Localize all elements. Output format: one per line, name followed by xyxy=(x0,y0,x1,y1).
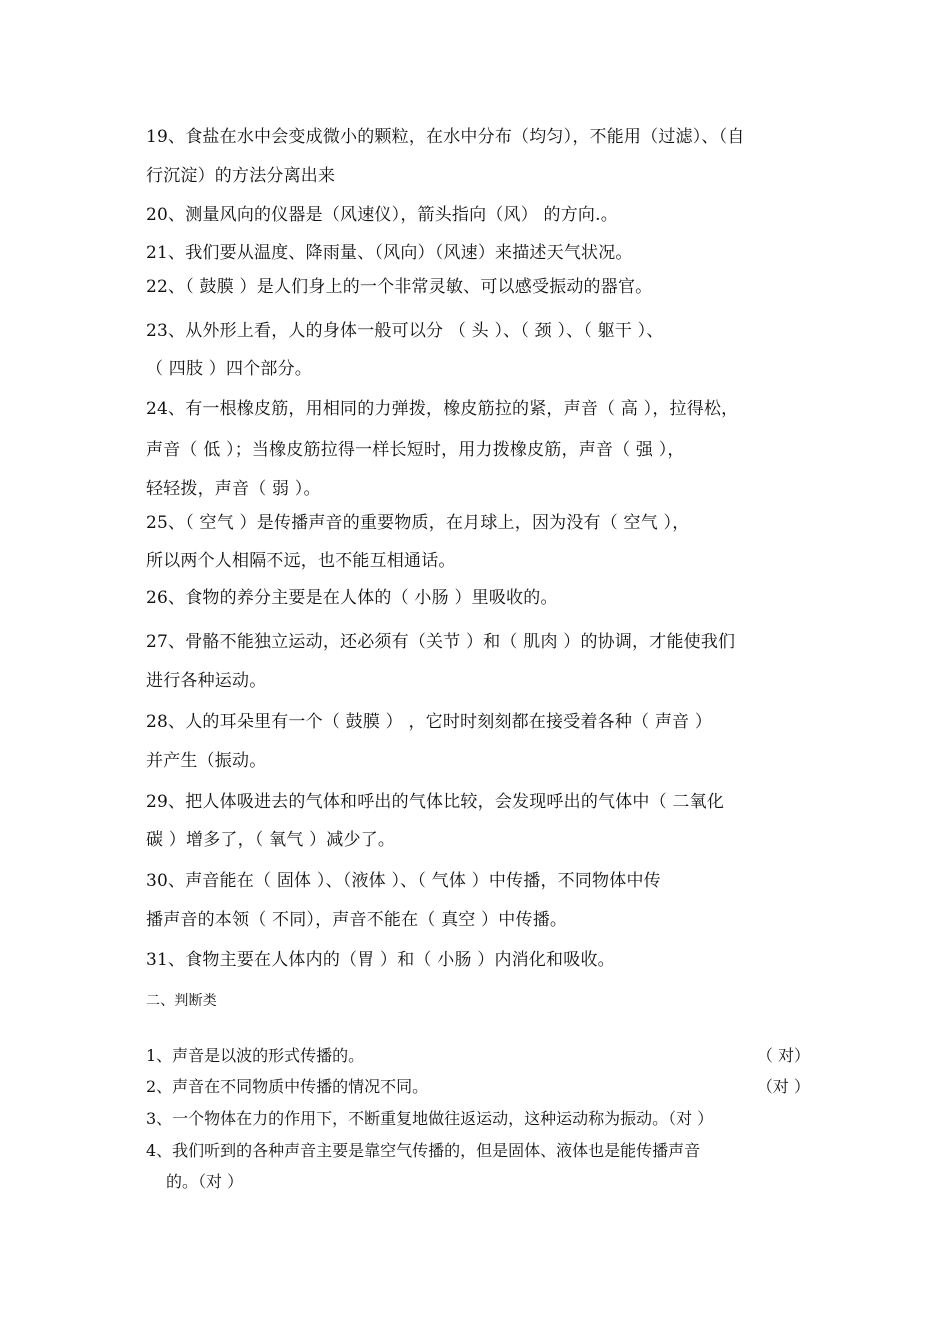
item-30-line-1: 30、声音能在（ 固体 ）、（液体 ）、（ 气体 ）中传播，不同物体中传 xyxy=(146,871,661,891)
item-29-line-1: 29、把人体吸进去的气体和呼出的气体比较，会发现呼出的气体中（ 二氧化 xyxy=(146,792,725,812)
item-23-line-2: （ 四肢 ）四个部分。 xyxy=(146,359,313,379)
item-24-line-2: 声音（ 低 ）；当橡皮筋拉得一样长短时，用力拨橡皮筋，声音（ 强 ）， xyxy=(146,440,685,460)
item-28-line-1: 28、人的耳朵里有一个（ 鼓膜 ） ，它时时刻刻都在接受着各种（ 声音 ） xyxy=(146,712,713,732)
item-30-line-2: 播声音的本领（ 不同），声音不能在（ 真空 ）中传播。 xyxy=(146,910,568,930)
judge-answer: （对 ） xyxy=(756,1077,810,1096)
judge-answer: （ 对） xyxy=(756,1046,810,1065)
judge-question: 4、我们听到的各种声音主要是靠空气传播的，但是固体、液体也是能传播声音 xyxy=(146,1141,701,1160)
item-19-line-2: 行沉淀）的方法分离出来 xyxy=(146,166,336,186)
item-27-line-1: 27、骨骼不能独立运动，还必须有（关节 ）和（ 肌肉 ）的协调，才能使我们 xyxy=(146,632,736,652)
item-19-line-1: 19、食盐在水中会变成微小的颗粒，在水中分布（均匀），不能用（过滤）、（自 xyxy=(146,127,745,147)
judge-question: 3、一个物体在力的作用下，不断重复地做往返运动，这种运动称为振动。（对 ） xyxy=(146,1109,714,1128)
section-title: 二、判断类 xyxy=(146,993,217,1009)
item-22-line-1: 22、（ 鼓膜 ）是人们身上的一个非常灵敏、可以感受振动的器官。 xyxy=(146,277,653,297)
item-26-line-1: 26、食物的养分主要是在人体的（ 小肠 ）里吸收的。 xyxy=(146,588,558,608)
item-25-line-1: 25、（ 空气 ）是传播声音的重要物质，在月球上，因为没有（ 空气 ）， xyxy=(146,513,690,533)
judge-question-continued: 的。（对 ） xyxy=(166,1172,244,1191)
judge-question: 1、声音是以波的形式传播的。 xyxy=(146,1046,365,1065)
item-25-line-2: 所以两个人相隔不远，也不能互相通话。 xyxy=(146,551,456,571)
item-23-line-1: 23、从外形上看，人的身体一般可以分 （ 头 ）、（ 颈 ）、（ 躯干 ）、 xyxy=(146,321,664,341)
item-31-line-1: 31、食物主要在人体内的（胃 ）和（ 小肠 ）内消化和吸收。 xyxy=(146,950,615,970)
item-20-line-1: 20、测量风向的仪器是（风速仪），箭头指向（风） 的方向.。 xyxy=(146,205,618,225)
item-27-line-2: 进行各种运动。 xyxy=(146,671,267,691)
item-29-line-2: 碳 ）增多了，（ 氧气 ）减少了。 xyxy=(146,830,396,850)
judge-question: 2、声音在不同物质中传播的情况不同。 xyxy=(146,1077,429,1096)
item-21-line-1: 21、我们要从温度、降雨量、（风向）（风速）来描述天气状况。 xyxy=(146,243,633,263)
item-28-line-2: 并产生（振动。 xyxy=(146,751,267,771)
item-24-line-3: 轻轻拨，声音（ 弱 ）。 xyxy=(146,479,321,499)
item-24-line-1: 24、有一根橡皮筋，用相同的力弹拨，橡皮筋拉的紧，声音（ 高 ），拉得松， xyxy=(146,399,739,419)
